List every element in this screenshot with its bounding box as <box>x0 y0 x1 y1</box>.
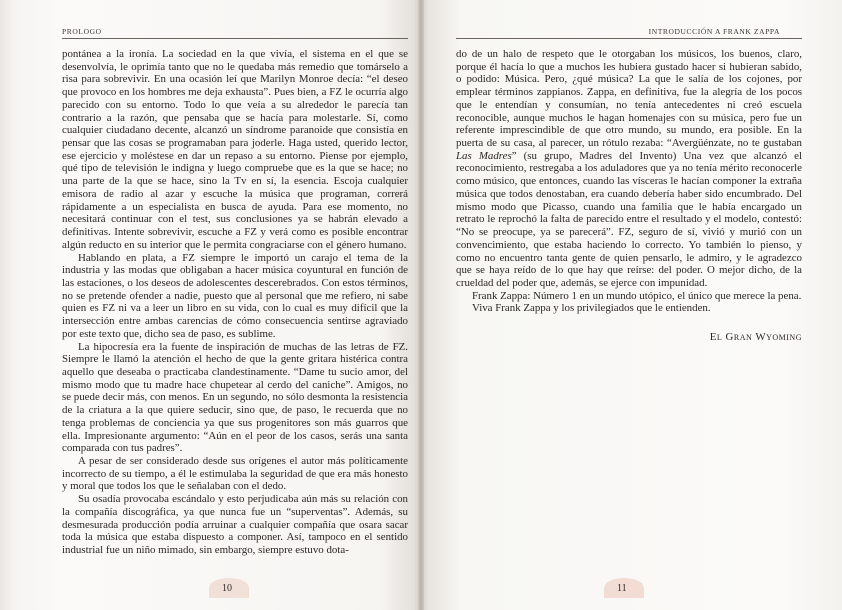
text-run: Frank Zappa: Número 1 en un mundo utópico, el único que merece la pena. <box>472 289 802 302</box>
paragraph: La hipocresía era la fuente de inspiración de muchas de las letras de FZ. Siempre le llamó la atención el hecho de que la gente gritara histérica contra aquello que deseaba o practicaba clandestinamente. “Dame tu sucio amor, del mismo modo que tu madre hace chupetear al cerdo del caniche”. Amigos, no se puede decir más, con menos. En un segundo, no sólo desmonta la resistencia de la criatura a la que quiere seducir, sino que, de paso, le recuerda que no tenga problemas de conciencia ya que sus progenitores son más guarros que ella. Impresionante argumento: “Aún en el peor de los casos, serás una santa comparada con tus padres”. <box>62 340 408 455</box>
page-number-left: 10 <box>222 583 232 594</box>
right-page <box>421 0 842 610</box>
paragraph <box>456 290 802 303</box>
italic-title: Las Madres <box>456 149 512 162</box>
paragraph <box>456 302 802 315</box>
book-gutter <box>418 0 424 610</box>
left-page-body <box>62 48 408 557</box>
right-page-body <box>456 48 802 344</box>
paragraph: Hablando en plata, a FZ siempre le importó un carajo el tema de la industria y las modas que obligaban a hacer música coyuntural en función de las estaciones, o los deseos de adolescentes descerebrados. Con estos términos, no se pretende ofender a nadie, puesto que al personal que me refiero, ni sabe quien es FZ ni va a leer un libro en su vida, con lo cual es muy difícil que la intersección entre ambas carencias de cómo consecuencia sentirse agraviado por este texto que, dicho sea de paso, es sublime. <box>62 251 408 340</box>
paragraph: A pesar de ser considerado desde sus orígenes el autor más políticamente incorrecto de su tiempo, a él le estimulaba la seguridad de que era más honesto y moral que todos los que le señalaban con el dedo. <box>62 455 408 493</box>
text-run: do de un halo de respeto que le otorgaban los músicos, los buenos, claro, porque él hacía lo que a muchos les hubiera gustado hacer si hubieran sabido, o podido: Música. Pero, ¿qué música? La que le salía de los cojones, por emplear términos zappianos. Zappa, en definitiva, fue la alegría de los pocos que le entendían y consumían, no tenía antecedentes ni creó escuela reconocible, aunque muchos le hagan homenajes con su música, pero fue un referente imprescindible de que otro mundo, su mundo, era posible. En la puerta de su casa, al parecer, un rótulo rezaba: “Avergüénzate, no te gustaban <box>456 48 802 150</box>
author-signature: El Gran Wyoming <box>709 331 802 344</box>
header-rule-right <box>456 38 802 39</box>
text-run: ” (su grupo, Madres del Invento) Una vez que alcanzó el reconocimiento, restregaba a los aduladores que ya no tenía mérito reconocerle como músico, que entonces, cuando las vísceras le hacían componer la extraña música que todos denostaban, era cuando debería haber sido encumbrado. Del mismo modo que Picasso, cuando una familia que le había encargado un retrato le reprochó la falta de parecido entre el resultado y el modelo, contestó: “No se preocupe, ya se parecerá”. FZ, seguro de sí, vivió y murió con un convencimiento, que estaba haciendo lo correcto. Yo también lo pienso, y como no encuentro tanta gente de quien pensarlo, le admiro, y le agradezco que se haya reído de lo que hay que reírse: del poder. O mejor dicho, de la crueldad del poder que, además, se ejerce con impunidad. <box>456 149 802 289</box>
header-rule-left <box>62 38 408 39</box>
paragraph <box>456 48 802 290</box>
running-head-right: INTRODUCCIÓN A FRANK ZAPPA <box>648 27 780 36</box>
paragraph: pontánea a la ironía. La sociedad en la que vivía, el sistema en el que se desenvolvía, le oprimía tanto que no le quedaba más remedio que tomárselo a risa para sobrevivir. En una ocasión leí que Marilyn Monroe decía: “el deseo que provoco en los hombres me deja exhausta”. Pues bien, a FZ le ocurría algo parecido con su entorno. Todo lo que veía a su alrededor le parecía tan contrario a la razón, que pensaba que se hacía para molestarle. Sí, como cualquier ciudadano decente, alcanzó un síndrome paranoide que consistía en pensar que las cosas se programaban para joderle. Haga usted, querido lector, ese ejercicio y moléstese en dar un repaso a su entorno. Piense por ejemplo, qué tipo de televisión le indigna y luego compruebe que es la que se hace; no una parte de la que se hace, sino la Tv en sí, la esencia. Escoja cualquier emisora de radio al azar y escuche la música que programan, correrá rápidamente a un especialista en busca de ayuda. Para ese momento, no necesitará continuar con el test, sus conclusiones ya se habrán elevado a definitivas. Intente sobrevivir, escuche a FZ y verá como es posible encontrar algún reducto en su interior que le permita congraciarse con el género humano. <box>62 48 408 251</box>
text-run: Viva Frank Zappa y los privilegiados que le entienden. <box>472 302 711 315</box>
running-head-left: PROLOGO <box>62 27 102 36</box>
paragraph: Su osadía provocaba escándalo y esto perjudicaba aún más su relación con la compañía discográfica, ya que nunca fue un “superventas”. Además, su desmesurada producción podía arruinar a cualquier compañía que osara sacar toda la música que estaba dispuesto a componer. Así, tampoco en el sentido industrial fue un niño mimado, sin embargo, siempre estuvo dota- <box>62 493 408 557</box>
page-number-right: 11 <box>617 583 627 594</box>
